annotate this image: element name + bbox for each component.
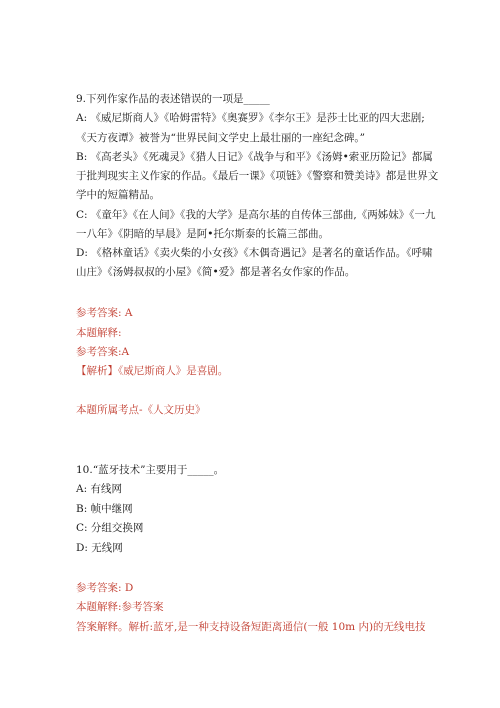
q10-explain-text: 答案解释。解析:蓝牙,是一种支持设备短距离通信(一般 10m 内)的无线电技 [76, 621, 426, 633]
q9-analysis-tag: 【解析】 [76, 365, 118, 377]
q9-topic: 本题所属考点-《人文历史》 [76, 404, 206, 416]
q9-option-d-line2: 山庄》《汤姆叔叔的小屋》《简•爱》都是著名女作家的作品。 [76, 266, 356, 278]
q9-option-a-line1: A: 《威尼斯商人》《哈姆雷特》《奥赛罗》《李尔王》是莎士比亚的四大悲剧; [76, 112, 425, 124]
q9-option-b-line3: 学中的短篇精品。 [76, 189, 160, 201]
q10-option-d: D: 无线网 [76, 542, 123, 554]
q10-answer: 参考答案: D [76, 582, 134, 594]
q9-answer-2: 参考答案:A [76, 346, 130, 358]
q9-option-d-line1: D: 《格林童话》《卖火柴的小女孩》《木偶奇遇记》是著名的童话作品。《呼啸 [76, 247, 433, 259]
q9-option-b-line1: B: 《高老头》《死魂灵》《猎人日记》《战争与和平》《汤姆•索亚历险记》都属 [76, 151, 433, 163]
q9-option-c-line2: 一八年》《阴暗的早晨》是阿•托尔斯泰的长篇三部曲。 [76, 228, 329, 240]
q10-option-a: A: 有线网 [76, 483, 122, 495]
q9-option-b-line2: 于批判现实主义作家的作品。《最后一课》《项链》《警察和赞美诗》都是世界文 [76, 170, 439, 182]
q9-explain-label: 本题解释: [76, 327, 122, 339]
q9-option-c-line1: C: 《童年》《在人间》《我的大学》是高尔基的自传体三部曲,《两姊妹》《一九 [76, 209, 436, 221]
q10-option-b: B: 帧中继网 [76, 503, 133, 515]
q10-option-c: C: 分组交换网 [76, 522, 144, 534]
q9-analysis [76, 364, 228, 378]
q9-analysis-text: 《威尼斯商人》是喜剧。 [118, 365, 229, 377]
q10-stem: 10.“蓝牙技术”主要用于_____。 [76, 464, 225, 476]
q10-explain-label: 本题解释:参考答案 [76, 601, 164, 613]
q9-answer: 参考答案: A [76, 307, 133, 319]
q9-stem: 9.下列作家作品的表述错误的一项是_____ [76, 93, 270, 105]
q9-option-a-line2: 《天方夜谭》被誉为“世界民间文学史上最壮丽的一座纪念碑。” [76, 132, 365, 144]
